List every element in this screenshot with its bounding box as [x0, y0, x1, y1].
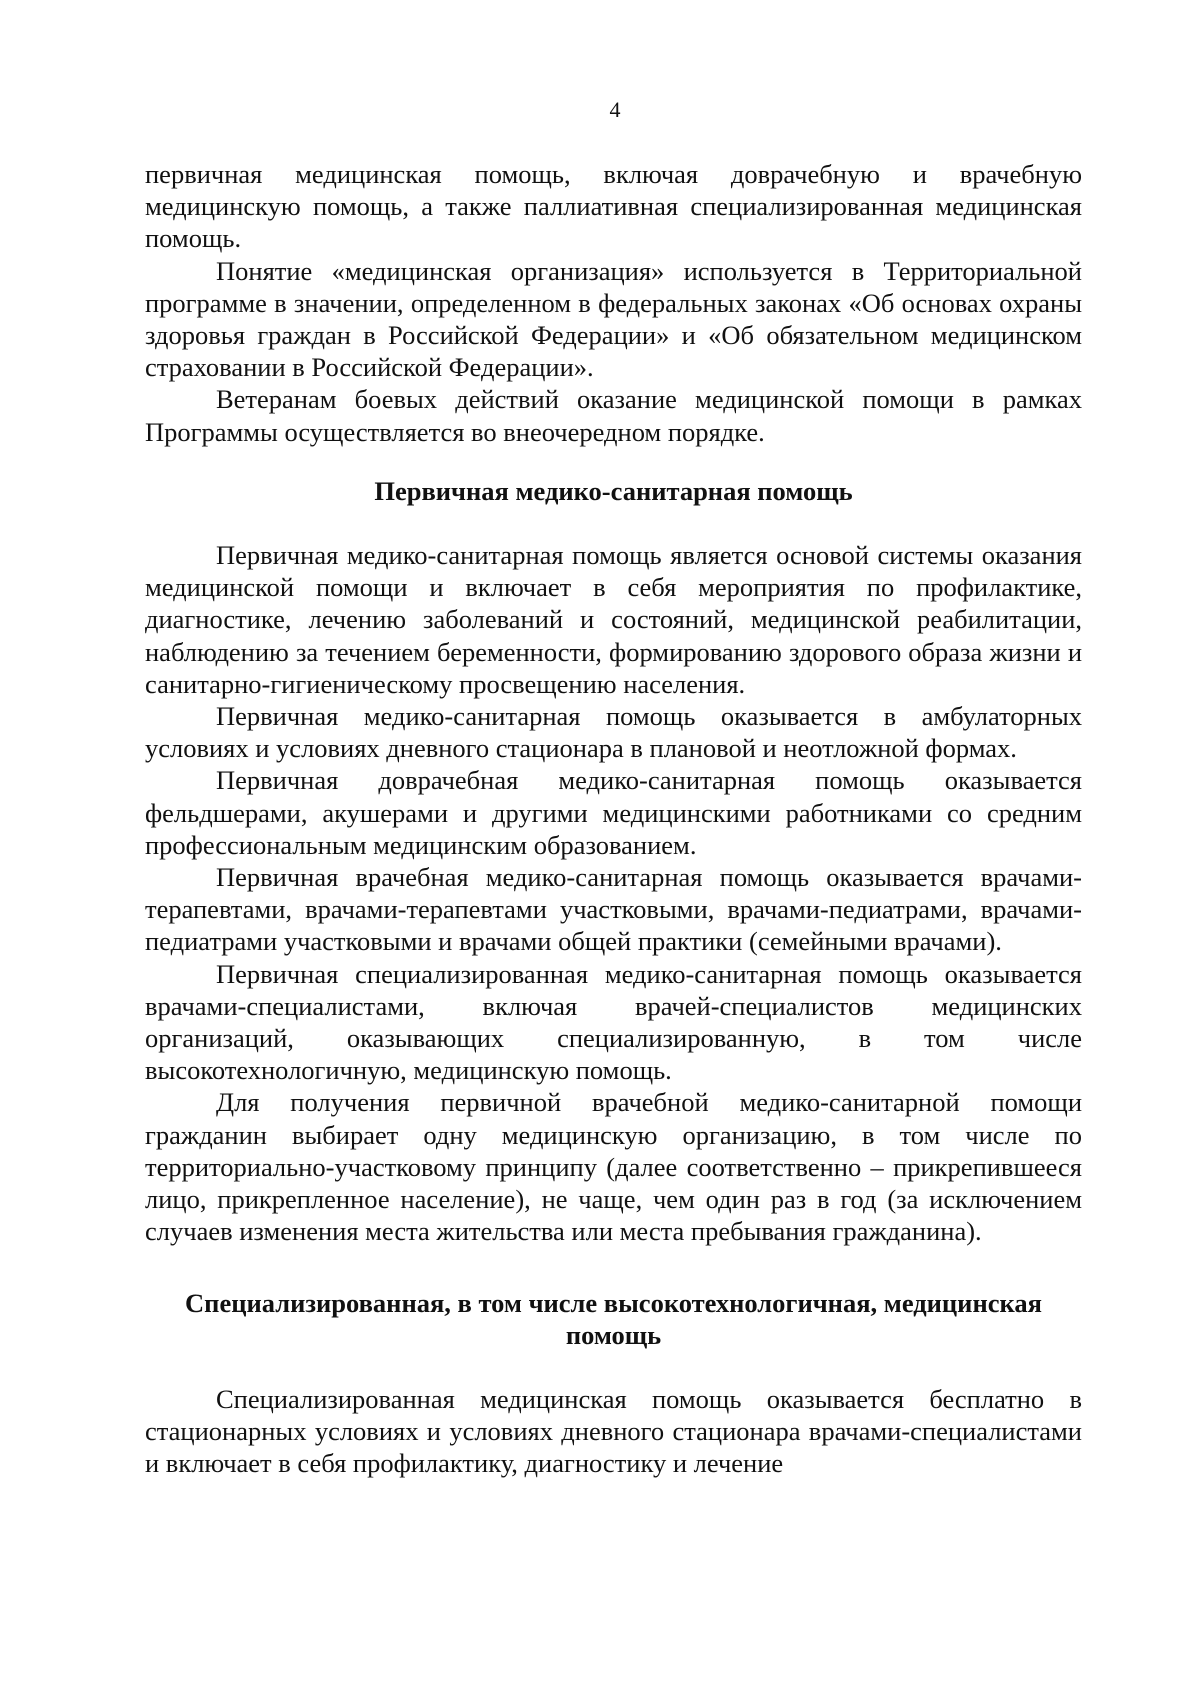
- section-heading-specialized-care: Специализированная, в том числе высокотехнологичная, медицинская помощь: [185, 1287, 1042, 1350]
- document-body: [145, 158, 1082, 1480]
- paragraph-pre-physician-care: Первичная доврачебная медико-санитарная помощь оказывается фельдшерами, акушерами и другими медицинскими работниками со средним профессиональным медицинским образованием.: [145, 765, 1082, 860]
- intro-paragraph-continuation: первичная медицинская помощь, включая доврачебную и врачебную медицинскую помощь, а также паллиативная специализированная медицинская помощь.: [145, 159, 1082, 254]
- intro-paragraph-organization-definition: Понятие «медицинская организация» используется в Территориальной программе в значении, определенном в федеральных законах «Об основах охраны здоровья граждан в Российской Федерации» и «Об обязательном медицинском страховании в Российской Федерации».: [145, 255, 1082, 383]
- paragraph-specialized-care-definition: Специализированная медицинская помощь оказывается бесплатно в стационарных условиях и условиях дневного стационара врачами-специалистами и включает в себя профилактику, диагностику и лечение: [145, 1383, 1082, 1479]
- paragraph-specialized-primary-care: Первичная специализированная медико-санитарная помощь оказывается врачами-специалистами, включая врачей-специалистов медицинских организаций, оказывающих специализированную, в том числе высокотехнологичную, медицинскую помощь.: [145, 958, 1082, 1086]
- paragraph-primary-care-definition: Первичная медико-санитарная помощь является основой системы оказания медицинской помощи и включает в себя мероприятия по профилактике, диагностике, лечению заболеваний и состояний, медицинской реабилитации, наблюдению за течением беременности, формированию здорового образа жизни и санитарно-гигиеническому просвещению населения.: [145, 540, 1082, 699]
- paragraph-primary-care-conditions: Первичная медико-санитарная помощь оказывается в амбулаторных условиях и условиях дневного стационара в плановой и неотложной формах.: [145, 701, 1082, 764]
- paragraph-physician-care: Первичная врачебная медико-санитарная помощь оказывается врачами-терапевтами, врачами-терапевтами участковыми, врачами-педиатрами, врачами-педиатрами участковыми и врачами общей практики (семейными врачами).: [145, 862, 1082, 957]
- section-heading-primary-care: Первичная медико-санитарная помощь: [374, 475, 853, 506]
- intro-paragraph-veterans: Ветеранам боевых действий оказание медицинской помощи в рамках Программы осуществляется во внеочередном порядке.: [145, 384, 1082, 447]
- page-number: 4: [609, 97, 621, 122]
- paragraph-organization-choice: Для получения первичной врачебной медико-санитарной помощи гражданин выбирает одну медицинскую организацию, в том числе по территориально-участковому принципу (далее соответственно – прикрепившееся лицо, прикрепленное население), не чаще, чем один раз в год (за исключением случаев изменения места жительства или места пребывания гражданина).: [145, 1087, 1082, 1247]
